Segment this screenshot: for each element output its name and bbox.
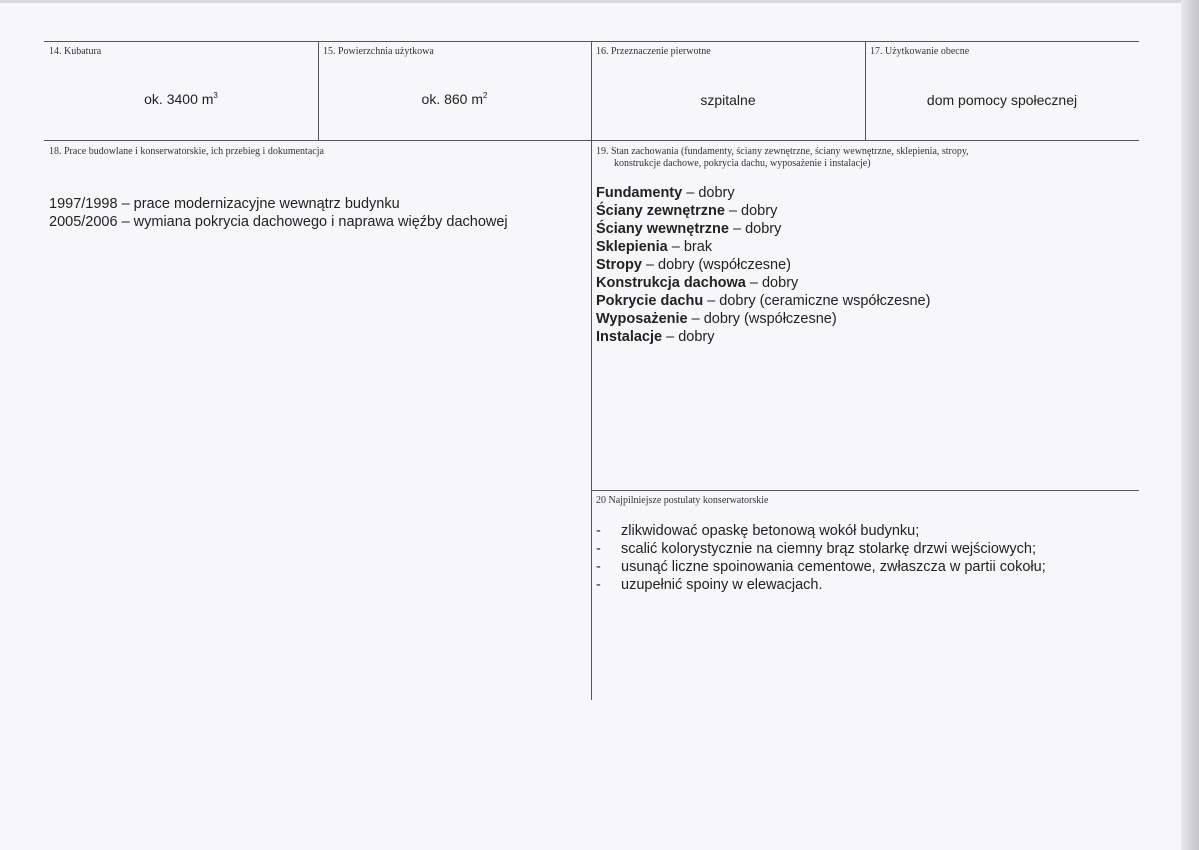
postulat-item — [596, 576, 1046, 594]
stan-item-state: – dobry — [682, 185, 735, 201]
prace-label: 18. Prace budowlane i konserwatorskie, ich przebieg i dokumentacja — [49, 146, 324, 157]
uzytkowanie-label: 17. Użytkowanie obecne — [870, 46, 970, 57]
stan-item-state: – brak — [667, 239, 713, 255]
list-dash: - — [596, 523, 601, 539]
stan-item — [596, 328, 930, 346]
stan-item-state: – dobry — [724, 203, 778, 219]
stan-item-state: – dobry — [745, 275, 799, 291]
stan-label-line2: konstrukcje dachowe, pokrycia dachu, wyposażenie i instalacje) — [614, 158, 871, 169]
stan-item — [596, 292, 930, 310]
postulaty-list — [596, 522, 1046, 594]
stan-item-name: Wyposażenie — [596, 311, 688, 327]
section20-top-border — [591, 490, 1139, 491]
prace-line: 2005/2006 – wymiana pokrycia dachowego i naprawa więźby dachowej — [49, 214, 508, 230]
stan-item-state: – dobry (ceramiczne współczesne) — [703, 293, 931, 309]
stan-item-name: Pokrycie dachu — [596, 293, 704, 309]
stan-item-state: – dobry — [662, 329, 715, 345]
przeznaczenie-label: 16. Przeznaczenie pierwotne — [596, 46, 711, 57]
prace-list — [49, 195, 508, 231]
stan-item-name: Ściany zewnętrzne — [596, 203, 725, 219]
stan-item — [596, 238, 930, 256]
postulat-item — [596, 558, 1046, 576]
kubatura-label: 14. Kubatura — [49, 46, 102, 57]
postulat-text: scalić kolorystycznie na ciemny brąz stolarkę drzwi wejściowych; — [621, 541, 1036, 557]
powierzchnia-label: 15. Powierzchnia użytkowa — [323, 46, 434, 57]
stan-item-name: Konstrukcja dachowa — [596, 275, 746, 291]
powierzchnia-value — [318, 91, 591, 107]
page-top-edge — [0, 0, 1199, 3]
stan-item-name: Ściany wewnętrzne — [596, 221, 729, 237]
stan-item — [596, 256, 930, 274]
stan-item — [596, 220, 930, 238]
przeznaczenie-value: szpitalne — [700, 92, 756, 108]
stan-label-line1: 19. Stan zachowania (fundamenty, ściany zewnętrzne, ściany wewnętrzne, sklepienia, stropy, — [596, 146, 969, 157]
postulat-item — [596, 540, 1046, 558]
stan-item — [596, 184, 930, 202]
stan-item-state: – dobry — [728, 221, 782, 237]
postulat-text: uzupełnić spoiny w elewacjach. — [621, 577, 823, 593]
stan-item-state: – dobry (współczesne) — [687, 311, 837, 327]
stan-list — [596, 184, 930, 346]
powierzchnia-unit-exponent: 2 — [483, 91, 488, 100]
list-dash: - — [596, 541, 601, 557]
powierzchnia-value-text: ok. 860 m — [421, 91, 484, 107]
kubatura-unit-exponent: 3 — [213, 91, 218, 100]
stan-item-state: – dobry (współczesne) — [641, 257, 792, 273]
stan-item — [596, 202, 930, 220]
stan-item — [596, 310, 930, 328]
kubatura-value-text: ok. 3400 m — [144, 91, 214, 107]
list-dash: - — [596, 577, 601, 593]
prace-line: 1997/1998 – prace modernizacyjne wewnątrz budynku — [49, 196, 400, 212]
stan-item — [596, 274, 930, 292]
postulat-text: usunąć liczne spoinowania cementowe, zwłaszcza w partii cokołu; — [621, 559, 1046, 575]
page-right-edge — [1181, 0, 1199, 850]
stan-item-name: Instalacje — [596, 329, 663, 345]
stan-item-name: Stropy — [596, 257, 642, 273]
uzytkowanie-value: dom pomocy społecznej — [926, 92, 1078, 108]
postulat-item — [596, 522, 1046, 540]
stan-item-name: Sklepienia — [596, 239, 668, 255]
postulaty-label: 20 Najpilniejsze postulaty konserwatorskie — [596, 495, 769, 506]
postulat-text: zlikwidować opaskę betonową wokół budynku; — [621, 523, 920, 539]
list-dash: - — [596, 559, 601, 575]
col-divider-3 — [865, 41, 866, 141]
kubatura-value — [44, 91, 318, 107]
stan-item-name: Fundamenty — [596, 185, 683, 201]
col-divider-2 — [591, 41, 592, 700]
